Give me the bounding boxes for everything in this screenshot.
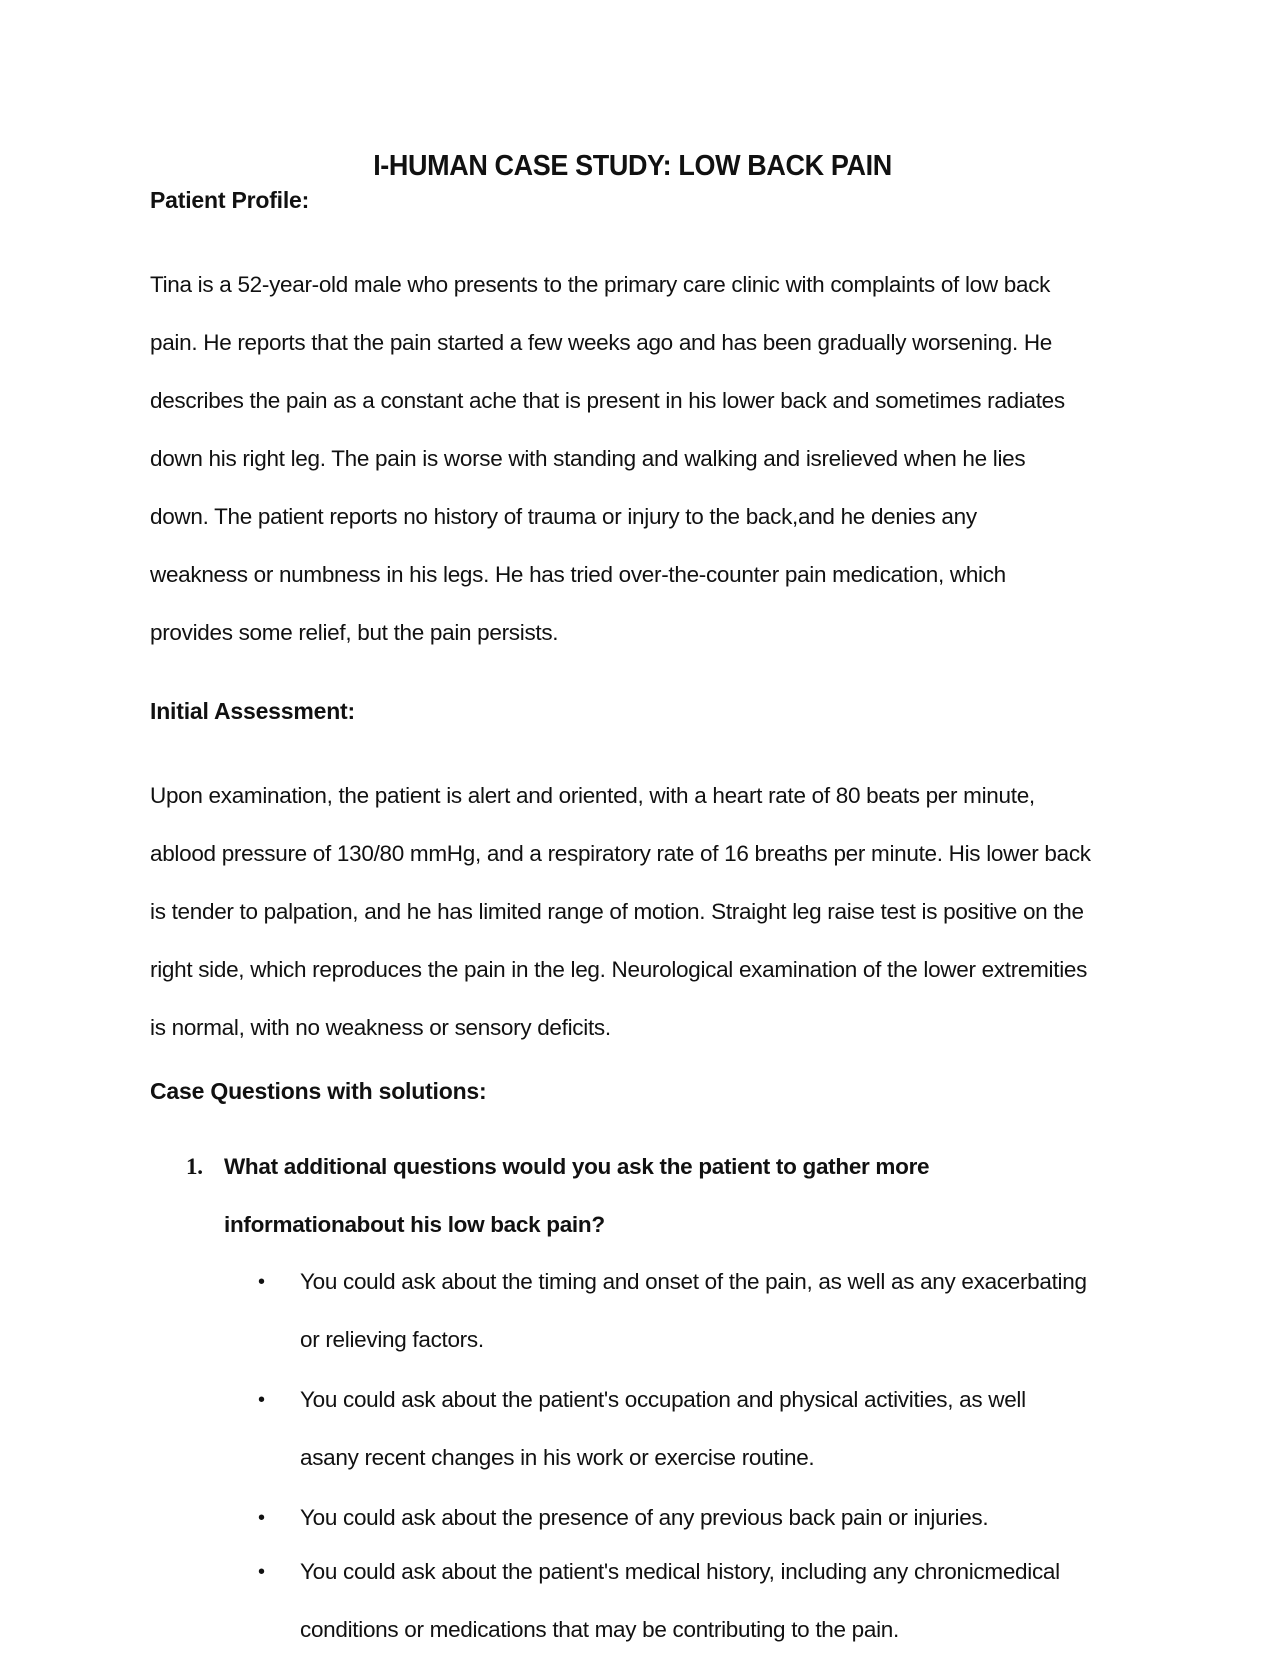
question-text: What additional questions would you ask the patient to gather more informationabout his low back pain?	[224, 1154, 930, 1237]
initial-assessment-paragraph: Upon examination, the patient is alert and oriented, with a heart rate of 80 beats per minute, ablood pressure of 130/80 mmHg, and a respiratory rate of 16 breaths per minute. His lower back is tender to palpation, and he has limited range of motion. Straight leg raise test is positive on the right side, which reproduces the pain in the leg. Neurological examination of the lower extremities is normal, with no weakness or sensory deficits.	[150, 783, 1091, 1040]
answer-text: You could ask about the presence of any previous back pain or injuries.	[300, 1505, 989, 1530]
answer-text: You could ask about the patient's medical history, including any chronicmedical conditions or medications that may be contributing to the pain.	[300, 1559, 1060, 1642]
bullet-icon: •	[258, 1389, 265, 1411]
bullet-icon: •	[258, 1271, 265, 1293]
document-title: I-HUMAN CASE STUDY: LOW BACK PAIN	[373, 150, 892, 182]
section-heading-case-questions: Case Questions with solutions:	[150, 1078, 487, 1104]
case-question-1	[186, 1138, 1076, 1254]
answer-item	[258, 1253, 1088, 1369]
answer-bullet-list	[258, 1253, 1088, 1656]
answer-item	[258, 1489, 1088, 1547]
answer-text: You could ask about the patient's occupation and physical activities, as well asany recent changes in his work or exercise routine.	[300, 1387, 1026, 1470]
answer-item	[258, 1371, 1088, 1487]
answer-item	[258, 1543, 1088, 1656]
section-heading-initial-assessment: Initial Assessment:	[150, 698, 355, 724]
bullet-icon: •	[258, 1507, 265, 1529]
answer-text: You could ask about the timing and onset of the pain, as well as any exacerbating or relieving factors.	[300, 1269, 1087, 1352]
patient-profile-paragraph: Tina is a 52-year-old male who presents to the primary care clinic with complaints of low back pain. He reports that the pain started a few weeks ago and has been gradually worsening. He describes the pain as a constant ache that is present in his lower back and sometimes radiates down his right leg. The pain is worse with standing and walking and isrelieved when he lies down. The patient reports no history of trauma or injury to the back,and he denies any weakness or numbness in his legs. He has tried over-the-counter pain medication, which provides some relief, but the pain persists.	[150, 272, 1065, 645]
section-heading-patient-profile: Patient Profile:	[150, 187, 310, 213]
question-number: 1.	[186, 1154, 203, 1179]
bullet-icon: •	[258, 1561, 265, 1583]
